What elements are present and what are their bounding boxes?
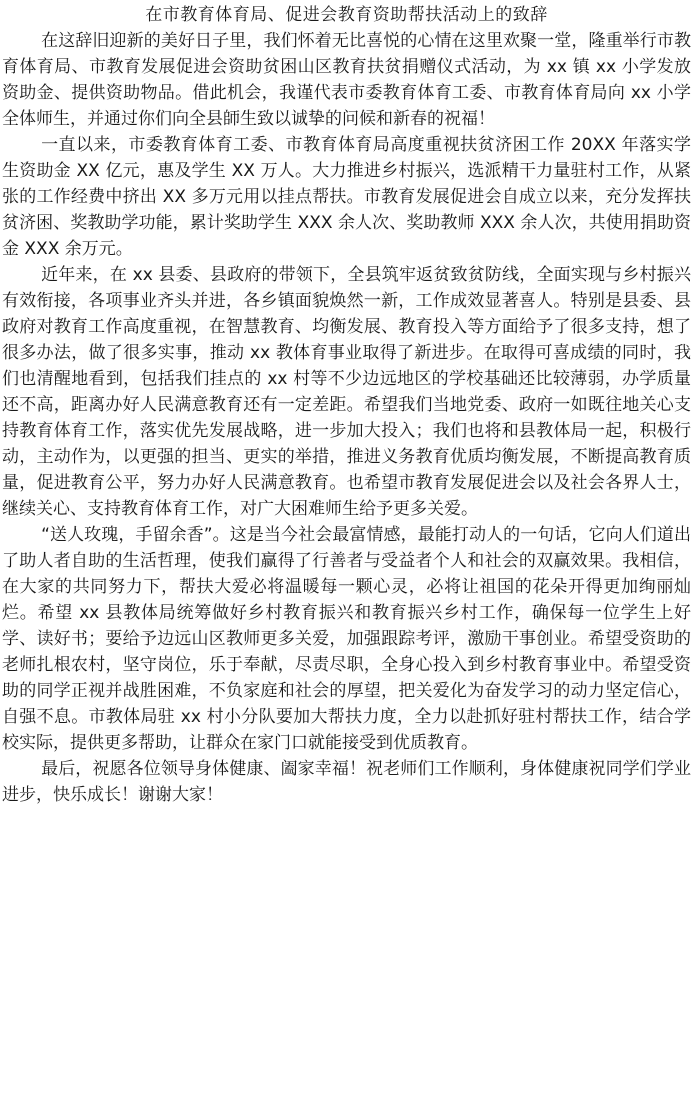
paragraph-roses-quote: “送人玫瑰，手留余香”。这是当今社会最富情感，最能打动人的一句话，它向人们道出了助人者自助的生活哲理，使我们赢得了行善者与受益者个人和社会的双赢效果。我相信，在大家的共同努力下，帮扶大爱必将温暖每一颗心灵，必将让祖国的花朵开得更加绚丽灿烂。希望 xx 县教体局统筹做好乡村教育振兴和教育振兴乡村工作，确保每一位学生上好学、读好书；要给予边远山区教师更多关爱，加强跟踪考评，激励干事创业。希望受资助的老师扎根农村，坚守岗位，乐于奉献，尽责尽职，全身心投入到乡村教育事业中。希望受资助的同学正视并战胜困难，不负家庭和社会的厚望，把关爱化为奋发学习的动力坚定信心，自强不息。市教体局驻 xx 村小分队要加大帮扶力度，全力以赴抓好驻村帮扶工作，结合学校实际，提供更多帮助，让群众在家门口就能接受到优质教育。 — [2, 525, 691, 753]
paragraph-greeting: 在这辞旧迎新的美好日子里，我们怀着无比喜悦的心情在这里欢聚一堂，隆重举行市教育体育局、市教育发展促进会资助贫困山区教育扶贫捐赠仪式活动，为 xx 镇 xx 小学发放资助金、提供资助物品。借此机会，我谨代表市委教育体育工委、市教育体育局向 xx 小学全体师生，并通过你们向全县師生致以诚挚的问候和新春的祝福！ — [2, 31, 691, 129]
paragraph-closing: 最后，祝愿各位领导身体健康、阖家幸福！祝老师们工作顺利，身体健康祝同学们学业进步，快乐成长！谢谢大家！ — [2, 759, 691, 805]
paragraph-achievements: 一直以来，市委教育体育工委、市教育体育局高度重视扶贫济困工作 20XX 年落实学生资助金 XX 亿元，惠及学生 XX 万人。大力推进乡村振兴，选派精干力量驻村工作，从紧张的工作经费中挤出 XX 多万元用以挂点帮扶。市教育发展促进会自成立以来，充分发挥扶贫济困、奖教助学功能，累计奖助学生 XXX 余人次、奖助教师 XXX 余人次，共使用捐助资金 XXX 余万元。 — [2, 135, 691, 259]
paragraph-county-progress: 近年来，在 xx 县委、县政府的带领下，全县筑牢返贫致贫防线，全面实现与乡村振兴有效衔接，各项事业齐头并进，各乡镇面貌焕然一新，工作成效显著喜人。特别是县委、县政府对教育工作高度重视，在智慧教育、均衡发展、教育投入等方面给予了很多支持，想了很多办法，做了很多实事，推动 xx 教体育事业取得了新进步。在取得可喜成绩的同时，我们也清醒地看到，包括我们挂点的 xx 村等不少边远地区的学校基础还比较薄弱，办学质量还不高，距离办好人民满意教育还有一定差距。希望我们当地党委、政府一如既往地关心支持教育体育工作，落实优先发展战略，进一步加大投入；我们也将和县教体局一起，积极行动，主动作为，以更强的担当、更实的举措，推进义务教育优质均衡发展，不断提高教育质量，促进教育公平，努力办好人民满意教育。也希望市教育发展促进会以及社会各界人士，继续关心、支持教育体育工作，对广大困难师生给予更多关爱。 — [2, 265, 691, 519]
document-title: 在市教育体育局、促进会教育资助帮扶活动上的致辞 — [145, 5, 548, 25]
